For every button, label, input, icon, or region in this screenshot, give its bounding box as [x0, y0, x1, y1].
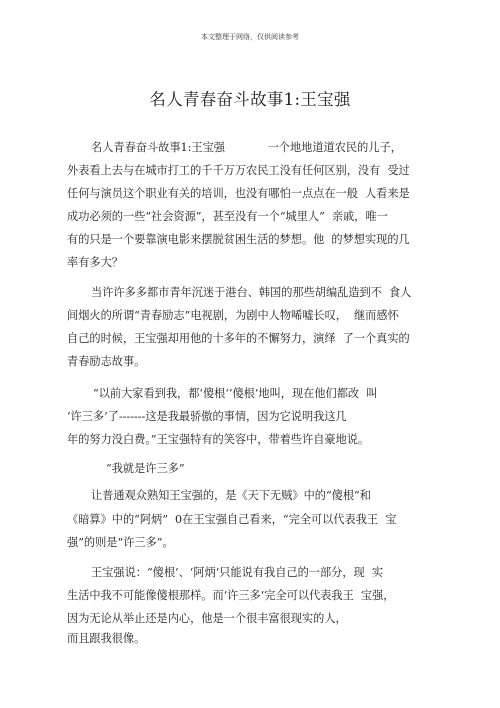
body-line: 因为无论从举止还是内心，他是一个很丰富很现实的人，: [67, 612, 347, 625]
body-line: 强”的则是“许三多”。: [67, 536, 174, 549]
body-line: 青春励志故事。: [67, 355, 146, 368]
body-line: 率有多大？: [67, 256, 123, 269]
body-line: 间烟火的所谓“青春励志”电视剧，为剧中人物唏嘘长叹， 继而感怀: [67, 309, 399, 322]
body-line: 有的只是一个要靠演电影来摆脱贫困生活的梦想。他 的梦想实现的几: [67, 233, 410, 246]
body-line: 自己的时候，王宝强却用他的十多年的不懈努力，演绎 了一个真实的: [67, 332, 410, 345]
body-line: ‘许三多’了-------这是我最骄傲的事情，因为它说明我这几: [67, 410, 347, 423]
body-line: 任何与演员这个职业有关的培训，也没有哪怕一点点在一般 人看来是: [67, 187, 410, 200]
body-line: 《暗算》中的“阿炳” 0在王宝强自己看来，“完全可以代表我王 宝: [67, 513, 397, 526]
body-line: 名人青春奋斗故事1:王宝强 一个地地道道农民的儿子，: [91, 141, 402, 154]
body-line: 年的努力没白费。”王宝强特有的笑容中，带着些许自豪地说。: [67, 433, 370, 446]
article-title: 名人青春奋斗故事1:王宝强: [149, 90, 351, 109]
body-line: 外表看上去与在城市打工的千千万万农民工没有任何区别，没有 受过: [67, 164, 410, 177]
header-note: 本文整理于网络，仅供阅读参考: [201, 33, 299, 41]
body-line: “以前大家看到我，都‘傻根‘‘傻根’地叫，现在他们都改 叫: [93, 387, 378, 400]
body-line: 生活中我不可能像傻根那样。而‘许三多‘完全可以代表我王 宝强，: [67, 589, 395, 602]
body-line: 王宝强说：“傻根‘、‘阿炳‘只能说有我自己的一部分，现 实: [91, 566, 384, 579]
body-line: 当许许多多都市青年沉迷于港台、韩国的那些胡编乱造到不 食人: [91, 286, 412, 299]
section-heading: “我就是许三多”: [106, 462, 185, 475]
body-line: 而且跟我很像。: [67, 632, 146, 645]
body-line: 成功必须的一些“社会资源”，甚至没有一个“城里人” 亲戚，唯一: [67, 210, 388, 223]
body-line: 让普通观众熟知王宝强的，是《天下无贼》中的“傻根”和: [91, 489, 371, 502]
